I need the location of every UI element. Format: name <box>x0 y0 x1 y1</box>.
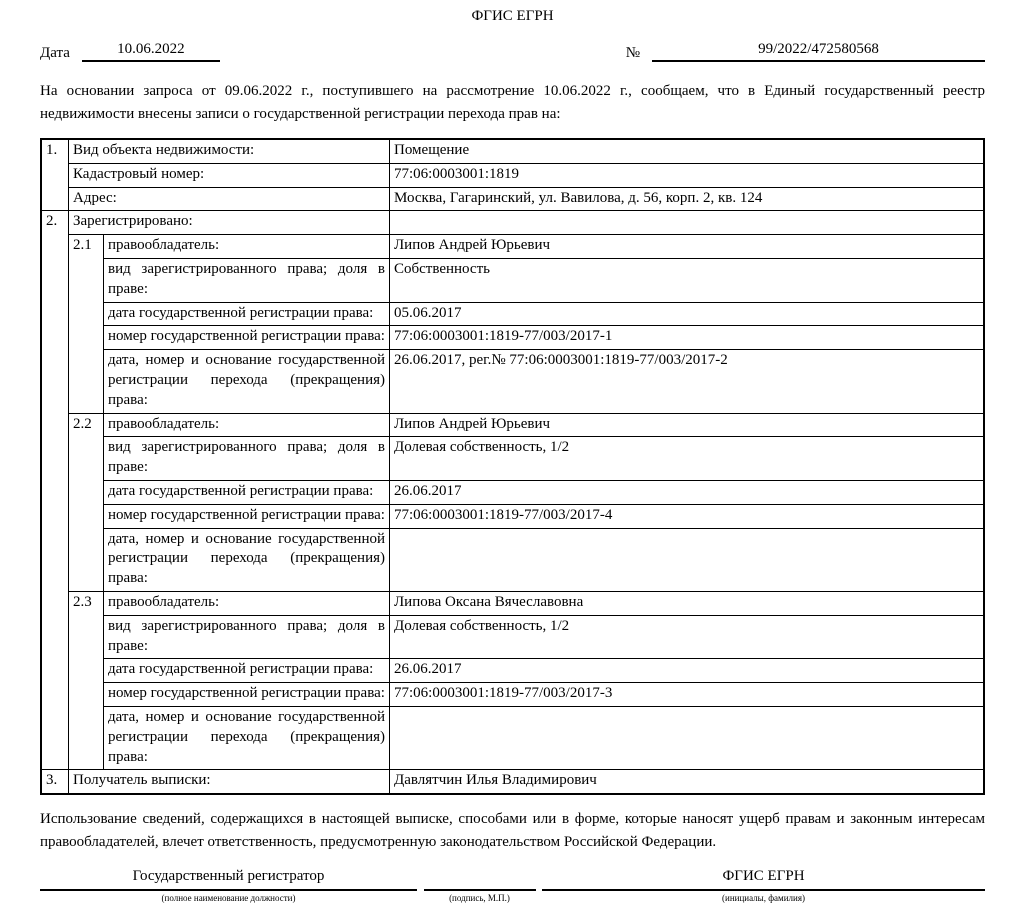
signature-registrar-block <box>40 868 417 903</box>
row-label: Получатель выписки: <box>69 770 390 794</box>
row-label: номер государственной регистрации права: <box>104 326 390 350</box>
row-label: дата, номер и основание государственной регистрации перехода (прекращения) права: <box>104 706 390 769</box>
row-value: Москва, Гагаринский, ул. Вавилова, д. 56, корп. 2, кв. 124 <box>390 187 985 211</box>
date-field <box>40 41 220 62</box>
row-label: Кадастровый номер: <box>69 163 390 187</box>
row-label: Вид объекта недвижимости: <box>69 139 390 163</box>
intro-paragraph: На основании запроса от 09.06.2022 г., поступившего на рассмотрение 10.06.2022 г., сообщаем, что в Единый государственный реестр недвижимости внесены записи о государственной регистрации перехода прав на: <box>40 83 985 122</box>
row-value: Липов Андрей Юрьевич <box>390 413 985 437</box>
signature-line <box>424 868 536 891</box>
row-value <box>390 706 985 769</box>
row-value <box>390 528 985 591</box>
table-row <box>41 480 984 504</box>
fgis-caption: (инициалы, фамилия) <box>722 893 805 904</box>
row-label: правообладатель: <box>104 591 390 615</box>
registrar-caption: (полное наименование должности) <box>161 893 296 904</box>
subsection-number: 2.1 <box>69 235 104 413</box>
row-value: 77:06:0003001:1819-77/003/2017-4 <box>390 504 985 528</box>
row-label: правообладатель: <box>104 413 390 437</box>
subsection-number: 2.2 <box>69 413 104 591</box>
row-label: дата государственной регистрации права: <box>104 480 390 504</box>
row-value: Долевая собственность, 1/2 <box>390 615 985 659</box>
row-value: 26.06.2017 <box>390 659 985 683</box>
table-row <box>41 326 984 350</box>
table-row <box>41 258 984 302</box>
row-value: 77:06:0003001:1819-77/003/2017-1 <box>390 326 985 350</box>
date-value: 10.06.2022 <box>82 41 220 62</box>
table-row <box>41 235 984 259</box>
row-value: 05.06.2017 <box>390 302 985 326</box>
table-row <box>41 504 984 528</box>
table-row <box>41 659 984 683</box>
number-value: 99/2022/472580568 <box>652 41 985 62</box>
row-label: вид зарегистрированного права; доля в праве: <box>104 437 390 481</box>
row-value: Липов Андрей Юрьевич <box>390 235 985 259</box>
row-label: номер государственной регистрации права: <box>104 683 390 707</box>
section-number: 1. <box>41 139 69 211</box>
registry-table <box>40 138 985 795</box>
row-value: 77:06:0003001:1819-77/003/2017-3 <box>390 683 985 707</box>
row-value: 77:06:0003001:1819 <box>390 163 985 187</box>
row-value <box>390 211 985 235</box>
table-row <box>41 350 984 413</box>
fgis-title: ФГИС ЕГРН <box>542 868 985 891</box>
liability-note: Использование сведений, содержащихся в настоящей выписке, способами или в форме, которые наносят ущерб правам и законным интересам правообладателей, влечет ответственность, предусмотренную законодательством Российской Федерации. <box>40 811 985 850</box>
row-label: вид зарегистрированного права; доля в праве: <box>104 258 390 302</box>
registrar-title: Государственный регистратор <box>40 868 417 891</box>
table-row <box>41 437 984 481</box>
row-label: дата, номер и основание государственной регистрации перехода (прекращения) права: <box>104 528 390 591</box>
section-number: 2. <box>41 211 69 770</box>
signature-stamp-block <box>424 868 536 903</box>
subsection-number: 2.3 <box>69 591 104 769</box>
row-label: дата, номер и основание государственной регистрации перехода (прекращения) права: <box>104 350 390 413</box>
row-value: 26.06.2017 <box>390 480 985 504</box>
header-fields <box>40 41 985 62</box>
row-label: вид зарегистрированного права; доля в праве: <box>104 615 390 659</box>
table-row <box>41 683 984 707</box>
table-row <box>41 187 984 211</box>
number-field <box>626 41 985 62</box>
page-title: ФГИС ЕГРН <box>471 8 554 24</box>
row-value: Долевая собственность, 1/2 <box>390 437 985 481</box>
number-label: № <box>625 45 640 61</box>
stamp-caption: (подпись, М.П.) <box>449 893 510 904</box>
table-row <box>41 163 984 187</box>
row-label: дата государственной регистрации права: <box>104 302 390 326</box>
table-row <box>41 706 984 769</box>
table-row <box>41 615 984 659</box>
table-row <box>41 413 984 437</box>
table-row <box>41 211 984 235</box>
section-number: 3. <box>41 770 69 794</box>
row-value: Липова Оксана Вячеславовна <box>390 591 985 615</box>
table-row <box>41 302 984 326</box>
row-value: Собственность <box>390 258 985 302</box>
table-row <box>41 591 984 615</box>
row-label: номер государственной регистрации права: <box>104 504 390 528</box>
row-label: правообладатель: <box>104 235 390 259</box>
table-row <box>41 139 984 163</box>
row-value: Помещение <box>390 139 985 163</box>
row-value: 26.06.2017, рег.№ 77:06:0003001:1819-77/003/2017-2 <box>390 350 985 413</box>
row-label: Зарегистрировано: <box>69 211 390 235</box>
signature-section <box>40 868 985 903</box>
signature-fgis-block <box>542 868 985 903</box>
row-label: дата государственной регистрации права: <box>104 659 390 683</box>
table-row <box>41 528 984 591</box>
date-label: Дата <box>40 45 70 61</box>
table-row <box>41 770 984 794</box>
row-value: Давлятчин Илья Владимирович <box>390 770 985 794</box>
row-label: Адрес: <box>69 187 390 211</box>
